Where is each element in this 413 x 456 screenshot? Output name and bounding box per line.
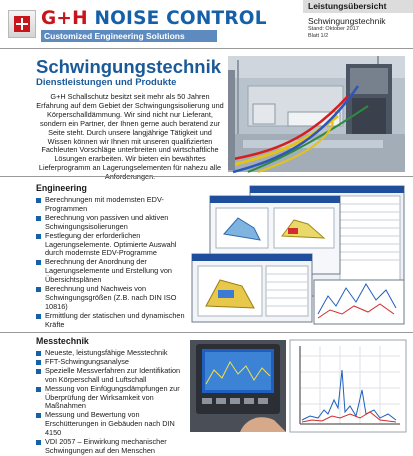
list-item: Messung von Einfügungsdämpfungen zur Überprüfung der Wirksamkeit von Maßnahmen (36, 385, 188, 412)
messtechnik-heading: Messtechnik (36, 336, 89, 346)
document-header (0, 0, 413, 50)
brand-tagline: Customized Engineering Solutions (41, 30, 217, 42)
logo-mark-icon (8, 10, 36, 38)
header-divider (0, 48, 413, 49)
list-item: Berechnung der Anordnung der Lagerungselemente und Erstellung von Übersichtsplänen (36, 258, 188, 285)
category-label: Leistungsübersicht (303, 0, 413, 13)
measurement-device-photo (190, 340, 406, 432)
document-page: Blatt 1/2 (308, 32, 329, 39)
engineering-software-screenshots (190, 184, 406, 326)
brand-noise-control: NOISE CONTROL (94, 8, 267, 29)
messtechnik-list (36, 349, 188, 456)
list-item: Neueste, leistungsfähige Messtechnik (36, 349, 188, 358)
list-item: Berechnung und Nachweis von Schwingungsgrößen (Z.B. nach DIN ISO 10816) (36, 285, 188, 312)
brand-gh: G+H (41, 8, 88, 29)
list-item: Berechnungen mit modernsten EDV-Programmen (36, 196, 188, 214)
document-title: Schwingungstechnik (308, 16, 386, 26)
document-info (303, 16, 413, 39)
page-subtitle: Dienstleistungen und Produkte (36, 77, 177, 88)
list-item: Spezielle Messverfahren zur Identifikation von Körperschall und Luftschall (36, 367, 188, 385)
lab-test-photo (228, 56, 405, 172)
engineering-heading: Engineering (36, 183, 87, 193)
document-status: Stand: Oktober 2017 (308, 26, 359, 32)
list-item: Festlegung der erforderlichen Lagerungselemente. Optimierte Auswahl durch modernste EDV-Programme (36, 232, 188, 259)
intro-paragraph: G+H Schallschutz besitzt seit mehr als 50 Jahren Erfahrung auf dem Gebiet der Schwingungsisolierung und Körperschalldämmung. Wir sind nicht nur Lieferant, sondern ein Partner, der Ihnen gerne auch beratend zur Seite steht. Durch unsere langjährige Tätigkeit und Wissen können wir Ihnen mit unseren qualifizierten Fachleuten Vorschläge unterbreiten und wirtschaftliche Lösungen erarbeiten. Wir bieten ein bewährtes Lieferprogramm an Lagerungselementen für nahezu alle (36, 92, 224, 173)
engineering-list (36, 196, 188, 330)
page-title: Schwingungstechnik (36, 56, 222, 77)
list-item: Berechnung von passiven und aktiven Schwingungsisolierungen (36, 214, 188, 232)
list-item: Messung und Bewertung von Erschütterungen in Gebäuden nach DIN 4150 (36, 411, 188, 438)
brand-name (41, 8, 267, 29)
list-item: VDI 2057 – Einwirkung mechanischer Schwingungen auf den Menschen (36, 438, 188, 456)
section-divider-1 (0, 176, 413, 177)
company-logo (0, 4, 298, 44)
list-item: FFT-Schwingungsanalyse (36, 358, 188, 367)
section-divider-2 (0, 332, 413, 333)
list-item: Ermittlung der statischen und dynamischen Kräfte (36, 312, 188, 330)
